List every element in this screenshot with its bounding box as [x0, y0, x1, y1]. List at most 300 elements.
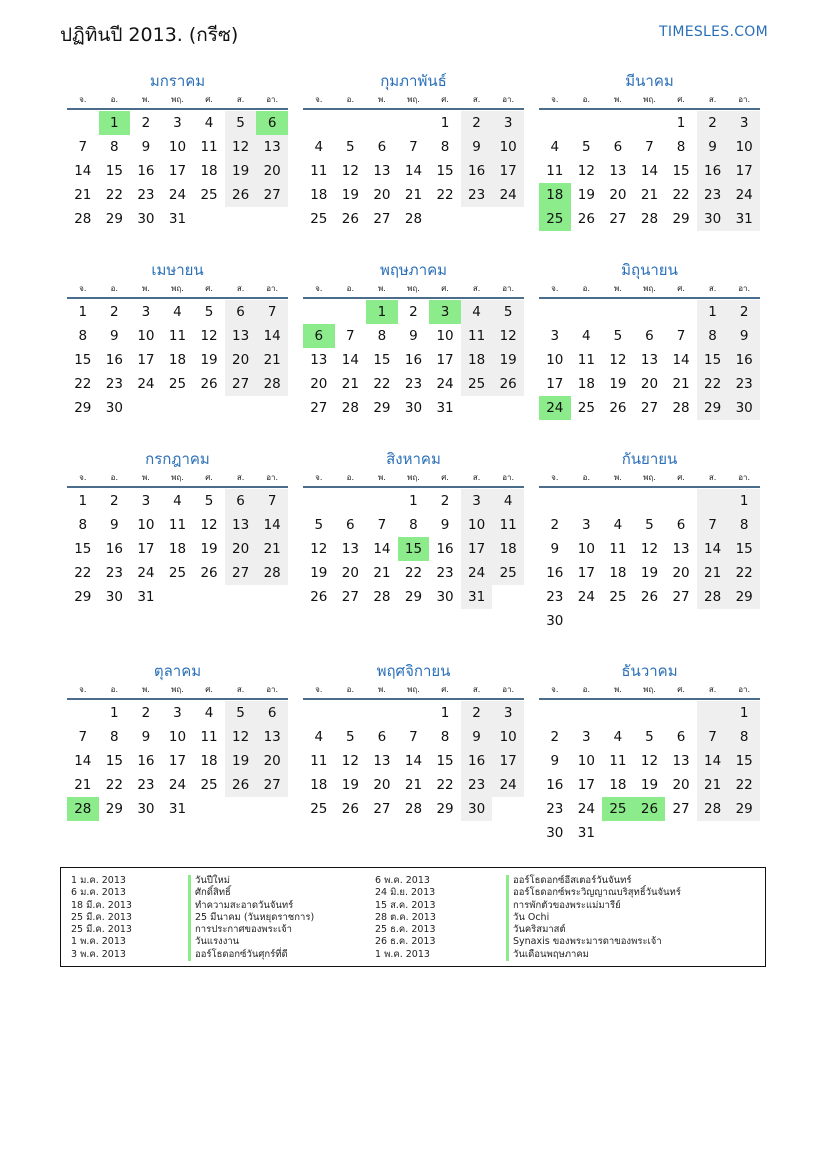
day-cell: 15 [373, 352, 391, 368]
weekday-header [67, 470, 288, 486]
day-cell: 10 [577, 541, 595, 557]
weekday-header [67, 92, 288, 108]
holiday-name: วันปีใหม่ [188, 875, 314, 887]
day-cell: 18 [492, 537, 524, 561]
day-cell: 5 [204, 304, 214, 320]
day-cell: 4 [613, 517, 623, 533]
day-cell: 29 [373, 400, 391, 416]
day-cell: 1 [409, 493, 418, 509]
day-cell: 21 [697, 561, 729, 585]
month-name: พฤษภาคม [379, 261, 448, 279]
holiday-name: Synaxis ของพระมารดาของพระเจ้า [506, 936, 681, 948]
day-cell: 3 [582, 517, 591, 533]
day-cell: 26 [310, 589, 328, 605]
weekday-label: จ. [315, 473, 323, 482]
day-cell: 20 [373, 187, 391, 203]
day-cell: 13 [640, 352, 659, 368]
empty-cell [335, 300, 367, 324]
empty-cell [634, 111, 666, 135]
weekday-label: พฤ. [407, 284, 420, 293]
weekday-label: อา. [502, 95, 515, 104]
day-cell: 16 [697, 159, 729, 183]
day-cell: 31 [168, 211, 187, 227]
weekday-label: พฤ. [171, 95, 184, 104]
empty-cell [602, 111, 634, 135]
day-cell: 27 [310, 400, 328, 416]
weekday-label: อา. [266, 284, 279, 293]
month-name: กันยายน [621, 450, 678, 468]
month-block [539, 448, 760, 633]
day-cell: 5 [346, 729, 355, 745]
day-cell: 17 [492, 749, 524, 773]
day-cell: 16 [105, 541, 123, 557]
day-cell: 26 [609, 400, 627, 416]
day-cell: 25 [609, 589, 627, 605]
holiday-date: 3 พ.ค. 2013 [71, 948, 126, 960]
empty-cell [193, 207, 225, 231]
weekday-label: อ. [110, 95, 119, 104]
day-cell: 15 [672, 163, 690, 179]
day-cell: 15 [74, 352, 92, 368]
weekday-label: อา. [738, 284, 751, 293]
empty-cell [366, 701, 398, 725]
day-cell: 28 [74, 211, 92, 227]
holiday-name: การพักตัวของพระแม่มารีย์ [506, 900, 681, 912]
weekday-label: พ. [141, 473, 150, 482]
day-cell: 10 [728, 135, 760, 159]
day-cell: 29 [436, 801, 454, 817]
day-cell: 16 [461, 159, 493, 183]
day-cell: 29 [672, 211, 690, 227]
month-block [67, 70, 288, 231]
day-cell: 19 [341, 187, 359, 203]
day-cell: 17 [492, 159, 524, 183]
day-cell: 7 [256, 300, 288, 324]
empty-cell [256, 585, 288, 609]
weekday-label: พ. [141, 95, 150, 104]
day-cell: 27 [373, 801, 391, 817]
empty-cell [571, 111, 603, 135]
day-cell: 22 [105, 777, 123, 793]
day-cell: 27 [256, 773, 288, 797]
day-cell: 28 [404, 801, 423, 817]
weekday-label: พฤ. [643, 473, 656, 482]
weekday-label: ศ. [677, 284, 685, 293]
weekday-header [303, 92, 524, 108]
empty-cell [335, 111, 367, 135]
day-cell: 6 [377, 729, 387, 745]
holiday-legend [60, 867, 766, 967]
month-name: กุมภาพันธ์ [380, 72, 447, 90]
day-cell: 7 [409, 139, 418, 155]
day-cell: 23 [137, 187, 155, 203]
empty-cell [303, 111, 335, 135]
header-rule [539, 108, 760, 110]
day-cell: 5 [613, 328, 623, 344]
day-cell: 20 [256, 749, 288, 773]
day-cell: 30 [436, 589, 454, 605]
day-cell: 19 [492, 348, 524, 372]
day-cell: 31 [461, 585, 493, 609]
day-cell: 2 [110, 304, 119, 320]
day-cell: 17 [436, 352, 454, 368]
day-cell: 23 [697, 183, 729, 207]
day-cell: 30 [105, 589, 123, 605]
day-cell: 15 [436, 753, 454, 769]
day-cell: 11 [168, 328, 187, 344]
day-cell: 29 [74, 400, 92, 416]
day-cell: 7 [78, 729, 88, 745]
day-cell: 13 [609, 163, 627, 179]
day-cell: 19 [341, 777, 359, 793]
day-cell: 10 [137, 517, 155, 533]
day-cell: 9 [550, 541, 560, 557]
day-cell: 15 [728, 749, 760, 773]
day-cell: 6 [303, 324, 335, 348]
day-cell: 17 [137, 541, 155, 557]
day-cell: 24 [137, 565, 155, 581]
day-cell: 8 [377, 328, 387, 344]
weekday-header [539, 281, 760, 297]
empty-cell [67, 111, 99, 135]
day-cell: 4 [550, 139, 560, 155]
weekday-label: อา. [266, 685, 279, 694]
weekday-label: พฤ. [171, 685, 184, 694]
day-cell: 23 [546, 589, 564, 605]
weekday-label: พฤ. [643, 95, 656, 104]
day-cell: 25 [461, 372, 493, 396]
header-rule [67, 108, 288, 110]
day-cell: 6 [225, 300, 257, 324]
day-cell: 2 [697, 111, 729, 135]
day-cell: 16 [546, 777, 564, 793]
day-cell: 6 [676, 517, 686, 533]
day-cell: 14 [697, 537, 729, 561]
day-cell: 3 [141, 493, 151, 509]
day-cell: 21 [373, 565, 391, 581]
day-cell: 16 [461, 749, 493, 773]
empty-cell [665, 489, 697, 513]
day-cell: 28 [640, 211, 659, 227]
header-rule [303, 698, 524, 700]
day-cell: 20 [225, 348, 257, 372]
empty-cell [539, 701, 571, 725]
empty-cell [697, 609, 729, 633]
day-cell: 24 [137, 376, 155, 392]
day-grid [67, 111, 288, 231]
weekday-label: พ. [377, 284, 386, 293]
day-cell: 9 [461, 135, 493, 159]
day-cell: 26 [640, 589, 659, 605]
day-cell: 3 [582, 729, 591, 745]
day-cell: 16 [137, 753, 155, 769]
day-cell: 21 [640, 187, 659, 203]
weekday-label: ศ. [205, 284, 213, 293]
day-cell: 9 [440, 517, 450, 533]
header-rule [539, 297, 760, 299]
empty-cell [697, 701, 729, 725]
weekday-label: อา. [502, 473, 515, 482]
day-cell: 14 [672, 352, 690, 368]
weekday-label: อา. [502, 685, 515, 694]
weekday-label: พฤ. [407, 95, 420, 104]
empty-cell [193, 585, 225, 609]
weekday-label: พ. [613, 685, 622, 694]
day-cell: 21 [404, 187, 423, 203]
empty-cell [602, 701, 634, 725]
day-cell: 18 [200, 163, 218, 179]
holiday-date: 6 พ.ค. 2013 [375, 875, 430, 886]
day-cell: 13 [373, 163, 391, 179]
weekday-label: จ. [551, 284, 559, 293]
month-name: มิถุนายน [621, 261, 678, 279]
day-cell: 27 [225, 372, 257, 396]
weekday-label: จ. [551, 473, 559, 482]
day-cell: 22 [74, 565, 92, 581]
day-cell: 12 [577, 163, 595, 179]
day-cell: 13 [310, 352, 328, 368]
day-cell: 26 [200, 565, 218, 581]
empty-cell [492, 585, 524, 609]
weekday-label: อา. [502, 284, 515, 293]
day-cell: 13 [672, 753, 690, 769]
day-cell: 6 [256, 701, 288, 725]
day-cell: 14 [697, 749, 729, 773]
day-cell: 18 [609, 565, 627, 581]
day-cell: 12 [200, 517, 218, 533]
day-cell: 3 [429, 300, 461, 324]
day-cell: 9 [141, 139, 151, 155]
day-cell: 3 [550, 328, 560, 344]
weekday-label: อา. [266, 95, 279, 104]
empty-cell [461, 207, 493, 231]
day-cell: 4 [492, 489, 524, 513]
weekday-label: ส. [472, 95, 481, 104]
day-cell: 4 [173, 304, 182, 320]
day-cell: 10 [168, 139, 187, 155]
day-cell: 15 [398, 537, 430, 561]
day-cell: 26 [200, 376, 218, 392]
day-grid [303, 300, 524, 420]
day-cell: 4 [613, 729, 623, 745]
day-grid [67, 701, 288, 821]
holiday-date: 28 ต.ค. 2013 [375, 911, 436, 923]
empty-cell [366, 111, 398, 135]
day-cell: 8 [78, 328, 88, 344]
day-cell: 11 [310, 753, 328, 769]
empty-cell [398, 111, 430, 135]
weekday-label: พฤ. [171, 473, 184, 482]
day-cell: 3 [461, 489, 493, 513]
day-cell: 29 [728, 797, 760, 821]
empty-cell [697, 821, 729, 845]
day-cell: 30 [137, 801, 155, 817]
day-cell: 9 [110, 517, 119, 533]
weekday-label: อ. [346, 685, 355, 694]
holiday-date: 6 ม.ค. 2013 [71, 887, 126, 899]
empty-cell [256, 396, 288, 420]
day-cell: 20 [341, 565, 359, 581]
empty-cell [303, 300, 335, 324]
day-grid [67, 300, 288, 420]
day-cell: 11 [200, 729, 218, 745]
empty-cell [225, 396, 257, 420]
day-cell: 23 [436, 565, 454, 581]
empty-cell [225, 797, 257, 821]
day-cell: 3 [492, 111, 524, 135]
empty-cell [193, 797, 225, 821]
day-cell: 15 [105, 753, 123, 769]
day-cell: 10 [461, 513, 493, 537]
day-cell: 9 [461, 725, 493, 749]
holiday-name: วัน Ochi [506, 912, 681, 924]
day-cell: 20 [672, 777, 690, 793]
holiday-dates-right [375, 875, 436, 961]
day-cell: 15 [728, 537, 760, 561]
month-name: ตุลาคม [153, 662, 202, 680]
month-block [303, 259, 524, 420]
weekday-label: ส. [472, 685, 481, 694]
weekday-label: ส. [708, 284, 717, 293]
day-grid [539, 701, 760, 845]
day-cell: 4 [314, 139, 324, 155]
holiday-name: วันแรงงาน [188, 936, 314, 948]
day-cell: 16 [546, 565, 564, 581]
empty-cell [67, 701, 99, 725]
day-cell: 14 [404, 163, 423, 179]
day-cell: 16 [436, 541, 454, 557]
empty-cell [602, 300, 634, 324]
day-cell: 9 [728, 324, 760, 348]
month-name: สิงหาคม [386, 450, 441, 468]
weekday-label: อ. [346, 284, 355, 293]
day-cell: 12 [310, 541, 328, 557]
day-cell: 11 [200, 139, 218, 155]
day-cell: 22 [436, 187, 454, 203]
day-cell: 27 [672, 801, 690, 817]
day-grid [303, 111, 524, 231]
day-cell: 15 [105, 163, 123, 179]
day-cell: 22 [672, 187, 690, 203]
weekday-label: พฤ. [171, 284, 184, 293]
weekday-header [303, 682, 524, 698]
day-cell: 16 [404, 352, 423, 368]
day-cell: 12 [200, 328, 218, 344]
day-cell: 2 [409, 304, 418, 320]
day-cell: 5 [645, 517, 654, 533]
header-rule [67, 698, 288, 700]
day-cell: 24 [168, 777, 187, 793]
empty-cell [571, 609, 603, 633]
day-cell: 17 [461, 537, 493, 561]
day-cell: 19 [225, 159, 257, 183]
day-cell: 28 [67, 797, 99, 821]
day-cell: 22 [74, 376, 92, 392]
holiday-name: ออร์โธดอกซ์วันศุกร์ที่ดี [188, 949, 314, 961]
empty-cell [461, 396, 493, 420]
day-cell: 18 [200, 753, 218, 769]
day-cell: 7 [78, 139, 88, 155]
weekday-label: ส. [708, 95, 717, 104]
day-cell: 23 [461, 183, 493, 207]
day-cell: 2 [110, 493, 119, 509]
day-cell: 30 [105, 400, 123, 416]
day-cell: 9 [141, 729, 151, 745]
weekday-header [539, 92, 760, 108]
month-name: เมษายน [151, 261, 204, 279]
day-cell: 22 [105, 187, 123, 203]
day-cell: 25 [577, 400, 595, 416]
day-cell: 23 [105, 565, 123, 581]
day-cell: 21 [256, 348, 288, 372]
day-cell: 19 [200, 352, 218, 368]
weekday-header [67, 682, 288, 698]
empty-cell [571, 701, 603, 725]
day-cell: 18 [461, 348, 493, 372]
day-cell: 16 [728, 348, 760, 372]
weekday-label: พฤ. [643, 284, 656, 293]
empty-cell [303, 701, 335, 725]
weekday-label: จ. [79, 95, 87, 104]
empty-cell [162, 585, 194, 609]
day-cell: 23 [404, 376, 423, 392]
empty-cell [571, 489, 603, 513]
day-cell: 30 [546, 825, 564, 841]
empty-cell [193, 396, 225, 420]
weekday-label: อ. [346, 473, 355, 482]
day-cell: 14 [341, 352, 359, 368]
weekday-label: ศ. [441, 473, 449, 482]
holiday-date: 24 มิ.ย. 2013 [375, 887, 436, 899]
weekday-label: อ. [110, 685, 119, 694]
day-cell: 12 [341, 163, 359, 179]
day-cell: 19 [225, 749, 257, 773]
empty-cell [634, 609, 666, 633]
holiday-date: 25 มี.ค. 2013 [71, 924, 132, 936]
holiday-date: 1 พ.ค. 2013 [71, 936, 126, 948]
weekday-label: ศ. [205, 95, 213, 104]
day-cell: 29 [74, 589, 92, 605]
day-cell: 1 [78, 304, 88, 320]
day-cell: 27 [256, 183, 288, 207]
day-cell: 17 [577, 777, 595, 793]
holiday-date: 25 มี.ค. 2013 [71, 911, 132, 923]
day-cell: 18 [168, 352, 187, 368]
day-cell: 5 [225, 111, 257, 135]
day-cell: 7 [697, 725, 729, 749]
day-cell: 30 [137, 211, 155, 227]
holiday-name: ออร์โธดอกซ์อีสเตอร์วันจันทร์ [506, 875, 681, 887]
day-cell: 8 [676, 139, 686, 155]
month-block [303, 70, 524, 231]
header-rule [303, 297, 524, 299]
day-cell: 3 [728, 111, 760, 135]
holiday-date: 26 ธ.ค. 2013 [375, 936, 436, 948]
holiday-date: 1 พ.ค. 2013 [375, 948, 430, 960]
month-block [539, 70, 760, 231]
weekday-label: ศ. [441, 95, 449, 104]
weekday-label: ส. [236, 95, 245, 104]
weekday-label: พฤ. [407, 685, 420, 694]
weekday-label: จ. [315, 284, 323, 293]
weekday-label: พ. [377, 95, 386, 104]
day-cell: 24 [577, 801, 595, 817]
day-cell: 31 [168, 801, 187, 817]
day-cell: 19 [577, 187, 595, 203]
weekday-label: จ. [315, 685, 323, 694]
site-brand-link[interactable]: TIMESLES.COM [659, 24, 768, 40]
day-cell: 12 [609, 352, 627, 368]
